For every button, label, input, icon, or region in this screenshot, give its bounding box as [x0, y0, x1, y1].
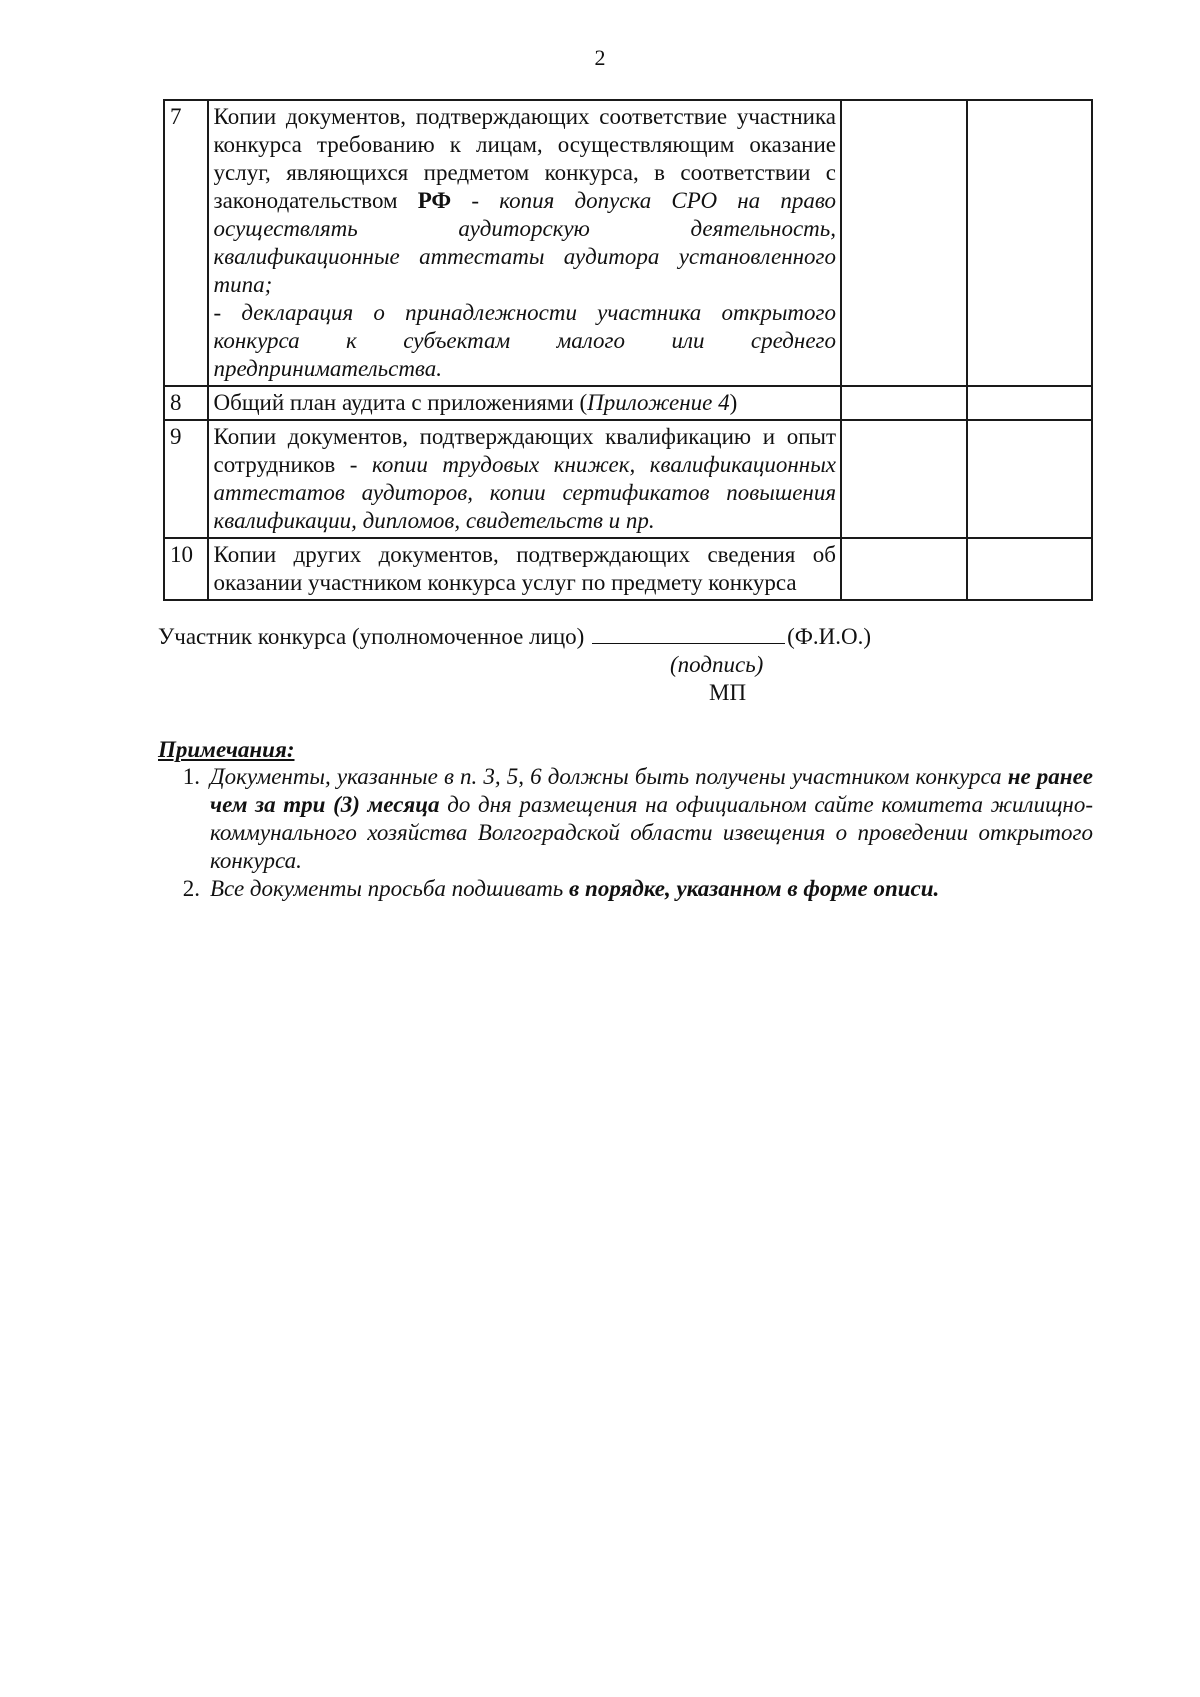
row-description — [208, 386, 842, 420]
text-fragment: Копии других документов, подтверждающих сведения об оказании участником конкурса услуг по предмету конкурса — [213, 542, 837, 595]
stamp-place: МП — [709, 680, 747, 705]
text-fragment: Приложение 4 — [587, 390, 730, 415]
signature-label: Участник конкурса (уполномоченное лицо) — [158, 624, 585, 649]
row-empty-cell[interactable] — [967, 100, 1093, 386]
row-empty-cell[interactable] — [841, 100, 966, 386]
table-row — [164, 538, 1092, 600]
page-number: 2 — [594, 45, 606, 70]
note-item — [158, 763, 1093, 875]
text-fragment: копия допуска СРО на право осуществлять аудиторскую деятельность, квалификационные аттестаты аудитора установленного типа; — [213, 188, 837, 297]
row-empty-cell[interactable] — [841, 420, 966, 538]
fio-label: (Ф.И.О.) — [787, 624, 872, 649]
text-fragment: Документы, указанные в п. 3, 5, 6 должны быть получены участником конкурса — [210, 764, 1008, 789]
row-number: 8 — [164, 386, 208, 420]
text-fragment: Копии документов, подтверждающих квалификацию и опыт сотрудников - — [213, 424, 837, 477]
notes-list — [158, 763, 1093, 903]
text-fragment: копии трудовых книжек, квалификационных аттестатов аудиторов, копии сертификатов повышения квалификации, дипломов, свидетельств и пр. — [213, 452, 837, 533]
row-number: 10 — [164, 538, 208, 600]
row-empty-cell[interactable] — [841, 538, 966, 600]
text-fragment: Копии документов, подтверждающих соответствие участника конкурса требованию к лицам, осуществляющим оказание услуг, являющихся предметом конкурса, в соответствии с законодательством — [213, 104, 837, 213]
text-fragment: РФ — [417, 188, 452, 213]
note-number: 1. — [182, 764, 200, 789]
note-text — [210, 875, 1093, 903]
text-fragment: - декларация о принадлежности участника открытого конкурса к субъектам малого или среднего предпринимательства. — [213, 300, 837, 381]
row-description — [208, 538, 842, 600]
row-empty-cell[interactable] — [967, 538, 1093, 600]
note-number: 2. — [182, 876, 200, 901]
text-fragment: не ранее чем за три (3) месяца — [210, 764, 1093, 817]
row-empty-cell[interactable] — [967, 386, 1093, 420]
text-fragment: - — [451, 188, 500, 213]
text-fragment: ) — [729, 390, 738, 415]
documents-table — [163, 99, 1093, 601]
row-description — [208, 100, 842, 386]
signature-hint: (подпись) — [670, 652, 764, 677]
signature-line — [158, 623, 1058, 651]
notes-title: Примечания: — [158, 737, 295, 762]
row-number: 9 — [164, 420, 208, 538]
row-empty-cell[interactable] — [967, 420, 1093, 538]
text-fragment: до дня размещения на официальном сайте комитета жилищно-коммунального хозяйства Волгоградской области извещения о проведении открытого конкурса. — [210, 792, 1093, 873]
row-description — [208, 420, 842, 538]
text-fragment: Все документы просьба подшивать — [210, 876, 570, 901]
table-row — [164, 386, 1092, 420]
table-row — [164, 420, 1092, 538]
row-number: 7 — [164, 100, 208, 386]
row-empty-cell[interactable] — [841, 386, 966, 420]
signature-field[interactable] — [592, 623, 785, 644]
text-fragment: Общий план аудита с приложениями ( — [213, 390, 588, 415]
note-item — [158, 875, 1093, 903]
text-fragment: в порядке, указанном в форме описи. — [569, 876, 940, 901]
table-row — [164, 100, 1092, 386]
note-text — [210, 763, 1093, 875]
